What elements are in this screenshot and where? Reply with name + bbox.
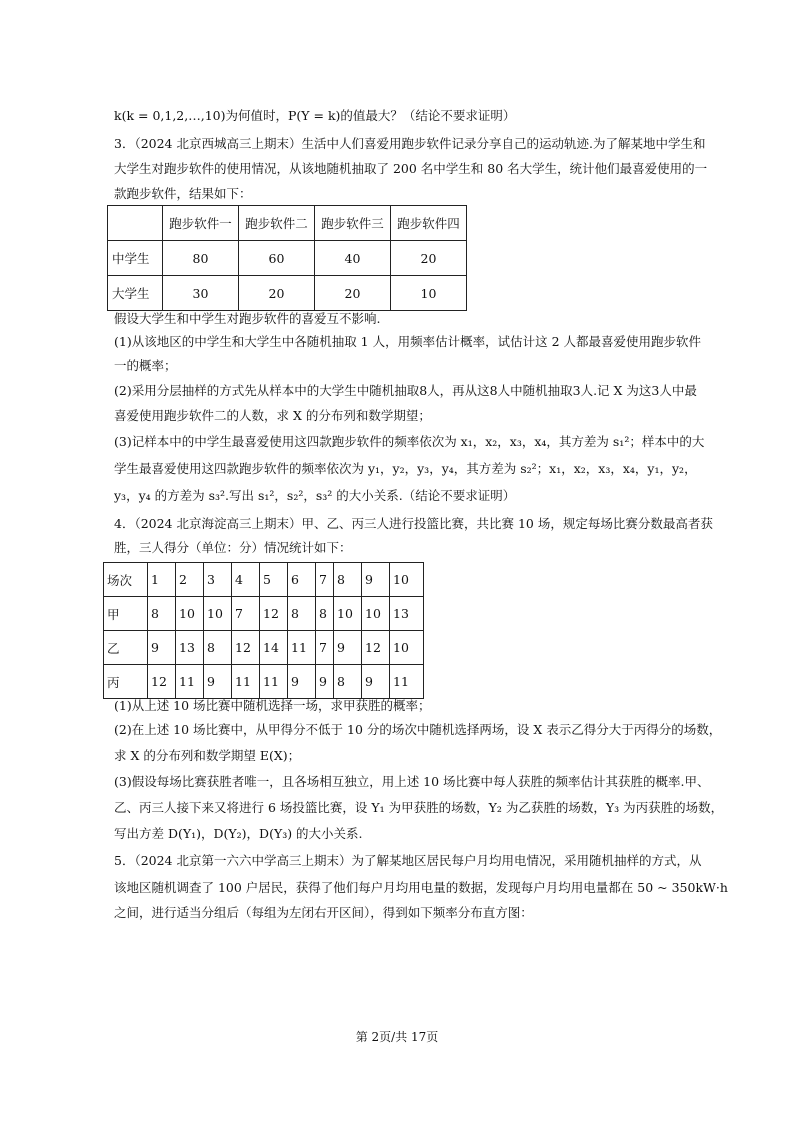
table-cell: 8 (316, 597, 334, 631)
table-cell: 13 (176, 631, 204, 665)
table-cell: 8 (148, 597, 176, 631)
table-row (104, 631, 424, 665)
page-footer: 第 2页/共 17页 (355, 1030, 439, 1044)
question-3-line: (2)采用分层抽样的方式先从样本中的大学生中随机抽取8人，再从这8人中随机抽取3人.记 X 为这3人中最 (114, 383, 697, 398)
table-cell: 80 (163, 241, 239, 276)
question-4-line: 胜，三人得分（单位：分）情况统计如下： (114, 540, 352, 555)
table-cell: 9 (362, 563, 390, 597)
scores-table (103, 562, 424, 699)
table-row (104, 665, 424, 699)
table-cell: 12 (260, 597, 288, 631)
table-row (108, 206, 467, 241)
question-4-line: 求 X 的分布列和数学期望 E(X)； (114, 748, 301, 763)
table-cell: 10 (176, 597, 204, 631)
question-4-line: 乙、丙三人接下来又将进行 6 场投篮比赛，设 Y₁ 为甲获胜的场数，Y₂ 为乙获胜的场数，Y₃ 为丙获胜的场数， (114, 800, 724, 815)
table-cell: 11 (176, 665, 204, 699)
table-cell: 20 (239, 276, 315, 311)
table-cell: 10 (204, 597, 232, 631)
table-cell: 7 (316, 631, 334, 665)
table-cell: 9 (204, 665, 232, 699)
table-cell: 中学生 (108, 241, 163, 276)
table-row (104, 563, 424, 597)
question-3-line: (1)从该地区的中学生和大学生中各随机抽取 1 人，用频率估计概率，试估计这 2 人都最喜爱使用跑步软件 (114, 334, 702, 349)
table-cell: 40 (315, 241, 391, 276)
table-cell (108, 206, 163, 241)
table-cell: 6 (288, 563, 316, 597)
question-5-line: 该地区随机调查了 100 户居民，获得了他们每户月均用电量的数据，发现每户月均用电量都在 50 ~ 350kW·h (114, 880, 728, 895)
table-cell: 11 (232, 665, 260, 699)
question-4-line: (1)从上述 10 场比赛中随机选择一场，求甲获胜的概率； (114, 698, 431, 713)
table-cell: 2 (176, 563, 204, 597)
table-cell: 9 (362, 665, 390, 699)
table-cell: 9 (148, 631, 176, 665)
table-cell: 8 (288, 597, 316, 631)
table-cell: 跑步软件一 (163, 206, 239, 241)
question-3-line: 假设大学生和中学生对跑步软件的喜爱互不影响. (114, 311, 381, 326)
table-cell: 乙 (104, 631, 148, 665)
question-3-line: y₃，y₄ 的方差为 s₃².写出 s₁²，s₂²，s₃² 的大小关系.（结论不要求证明） (114, 488, 516, 503)
table-cell: 10 (334, 597, 362, 631)
table-cell: 30 (163, 276, 239, 311)
question-5-line: 之间，进行适当分组后（每组为左闭右开区间），得到如下频率分布直方图： (114, 905, 533, 920)
question-3-line: 3．（2024 北京西城高三上期末）生活中人们喜爱用跑步软件记录分享自己的运动轨迹.为了解某地中学生和 (114, 136, 706, 151)
table-cell: 12 (148, 665, 176, 699)
table-cell: 10 (390, 563, 424, 597)
table-cell: 8 (334, 563, 362, 597)
question-4-line: (3)假设每场比赛获胜者唯一，且各场相互独立，用上述 10 场比赛中每人获胜的频率估计其获胜的概率.甲、 (114, 774, 710, 789)
table-cell: 9 (334, 631, 362, 665)
table-cell: 大学生 (108, 276, 163, 311)
table-cell: 20 (391, 241, 467, 276)
table-cell: 12 (362, 631, 390, 665)
question-5-line: 5．（2024 北京第一六六中学高三上期末）为了解某地区居民每户月均用电情况，采用随机抽样的方式，从 (114, 853, 702, 868)
table-cell: 11 (390, 665, 424, 699)
table-cell: 7 (232, 597, 260, 631)
table-cell: 14 (260, 631, 288, 665)
table-row (108, 276, 467, 311)
table-row (104, 597, 424, 631)
table-cell: 7 (316, 563, 334, 597)
table-cell: 甲 (104, 597, 148, 631)
table-cell: 场次 (104, 563, 148, 597)
software-usage-table (107, 205, 467, 311)
table-cell: 12 (232, 631, 260, 665)
question-4-line: 4．（2024 北京海淀高三上期末）甲、乙、丙三人进行投篮比赛，共比赛 10 场，规定每场比赛分数最高者获 (114, 516, 713, 531)
question-3-line: 学生最喜爱使用这四款跑步软件的频率依次为 y₁，y₂，y₃，y₄，其方差为 s₂²；x₁，x₂，x₃，x₄，y₁，y₂， (114, 461, 697, 476)
table-cell: 跑步软件三 (315, 206, 391, 241)
table-cell: 跑步软件四 (391, 206, 467, 241)
question-3-line: 款跑步软件，结果如下： (114, 186, 252, 201)
question-3-line: (3)记样本中的中学生最喜爱使用这四款跑步软件的频率依次为 x₁，x₂，x₃，x₄，其方差为 s₁²；样本中的大 (114, 434, 705, 449)
table-cell: 10 (391, 276, 467, 311)
table-cell: 丙 (104, 665, 148, 699)
question-4-line: (2)在上述 10 场比赛中，从甲得分不低于 10 分的场次中随机选择两场，设 X 表示乙得分大于丙得分的场数， (114, 722, 722, 737)
table-cell: 13 (390, 597, 424, 631)
table-cell: 跑步软件二 (239, 206, 315, 241)
table-cell: 9 (316, 665, 334, 699)
question-3-line: 一的概率； (114, 358, 177, 373)
text-line: k(k = 0,1,2,…,10)为何值时，P(Y = k)的值最大？（结论不要求证明） (114, 108, 516, 123)
table-cell: 8 (334, 665, 362, 699)
table-cell: 1 (148, 563, 176, 597)
table-row (108, 241, 467, 276)
question-4-line: 写出方差 D(Y₁)，D(Y₂)，D(Y₃) 的大小关系. (114, 826, 363, 841)
table-cell: 9 (288, 665, 316, 699)
table-cell: 4 (232, 563, 260, 597)
table-cell: 8 (204, 631, 232, 665)
table-cell: 11 (288, 631, 316, 665)
table-cell: 60 (239, 241, 315, 276)
table-cell: 10 (390, 631, 424, 665)
table-cell: 3 (204, 563, 232, 597)
table-cell: 11 (260, 665, 288, 699)
table-cell: 5 (260, 563, 288, 597)
table-cell: 20 (315, 276, 391, 311)
question-3-line: 大学生对跑步软件的使用情况，从该地随机抽取了 200 名中学生和 80 名大学生，统计他们最喜爱使用的一 (114, 161, 708, 176)
question-3-line: 喜爱使用跑步软件二的人数，求 X 的分布列和数学期望； (114, 408, 431, 423)
table-cell: 10 (362, 597, 390, 631)
